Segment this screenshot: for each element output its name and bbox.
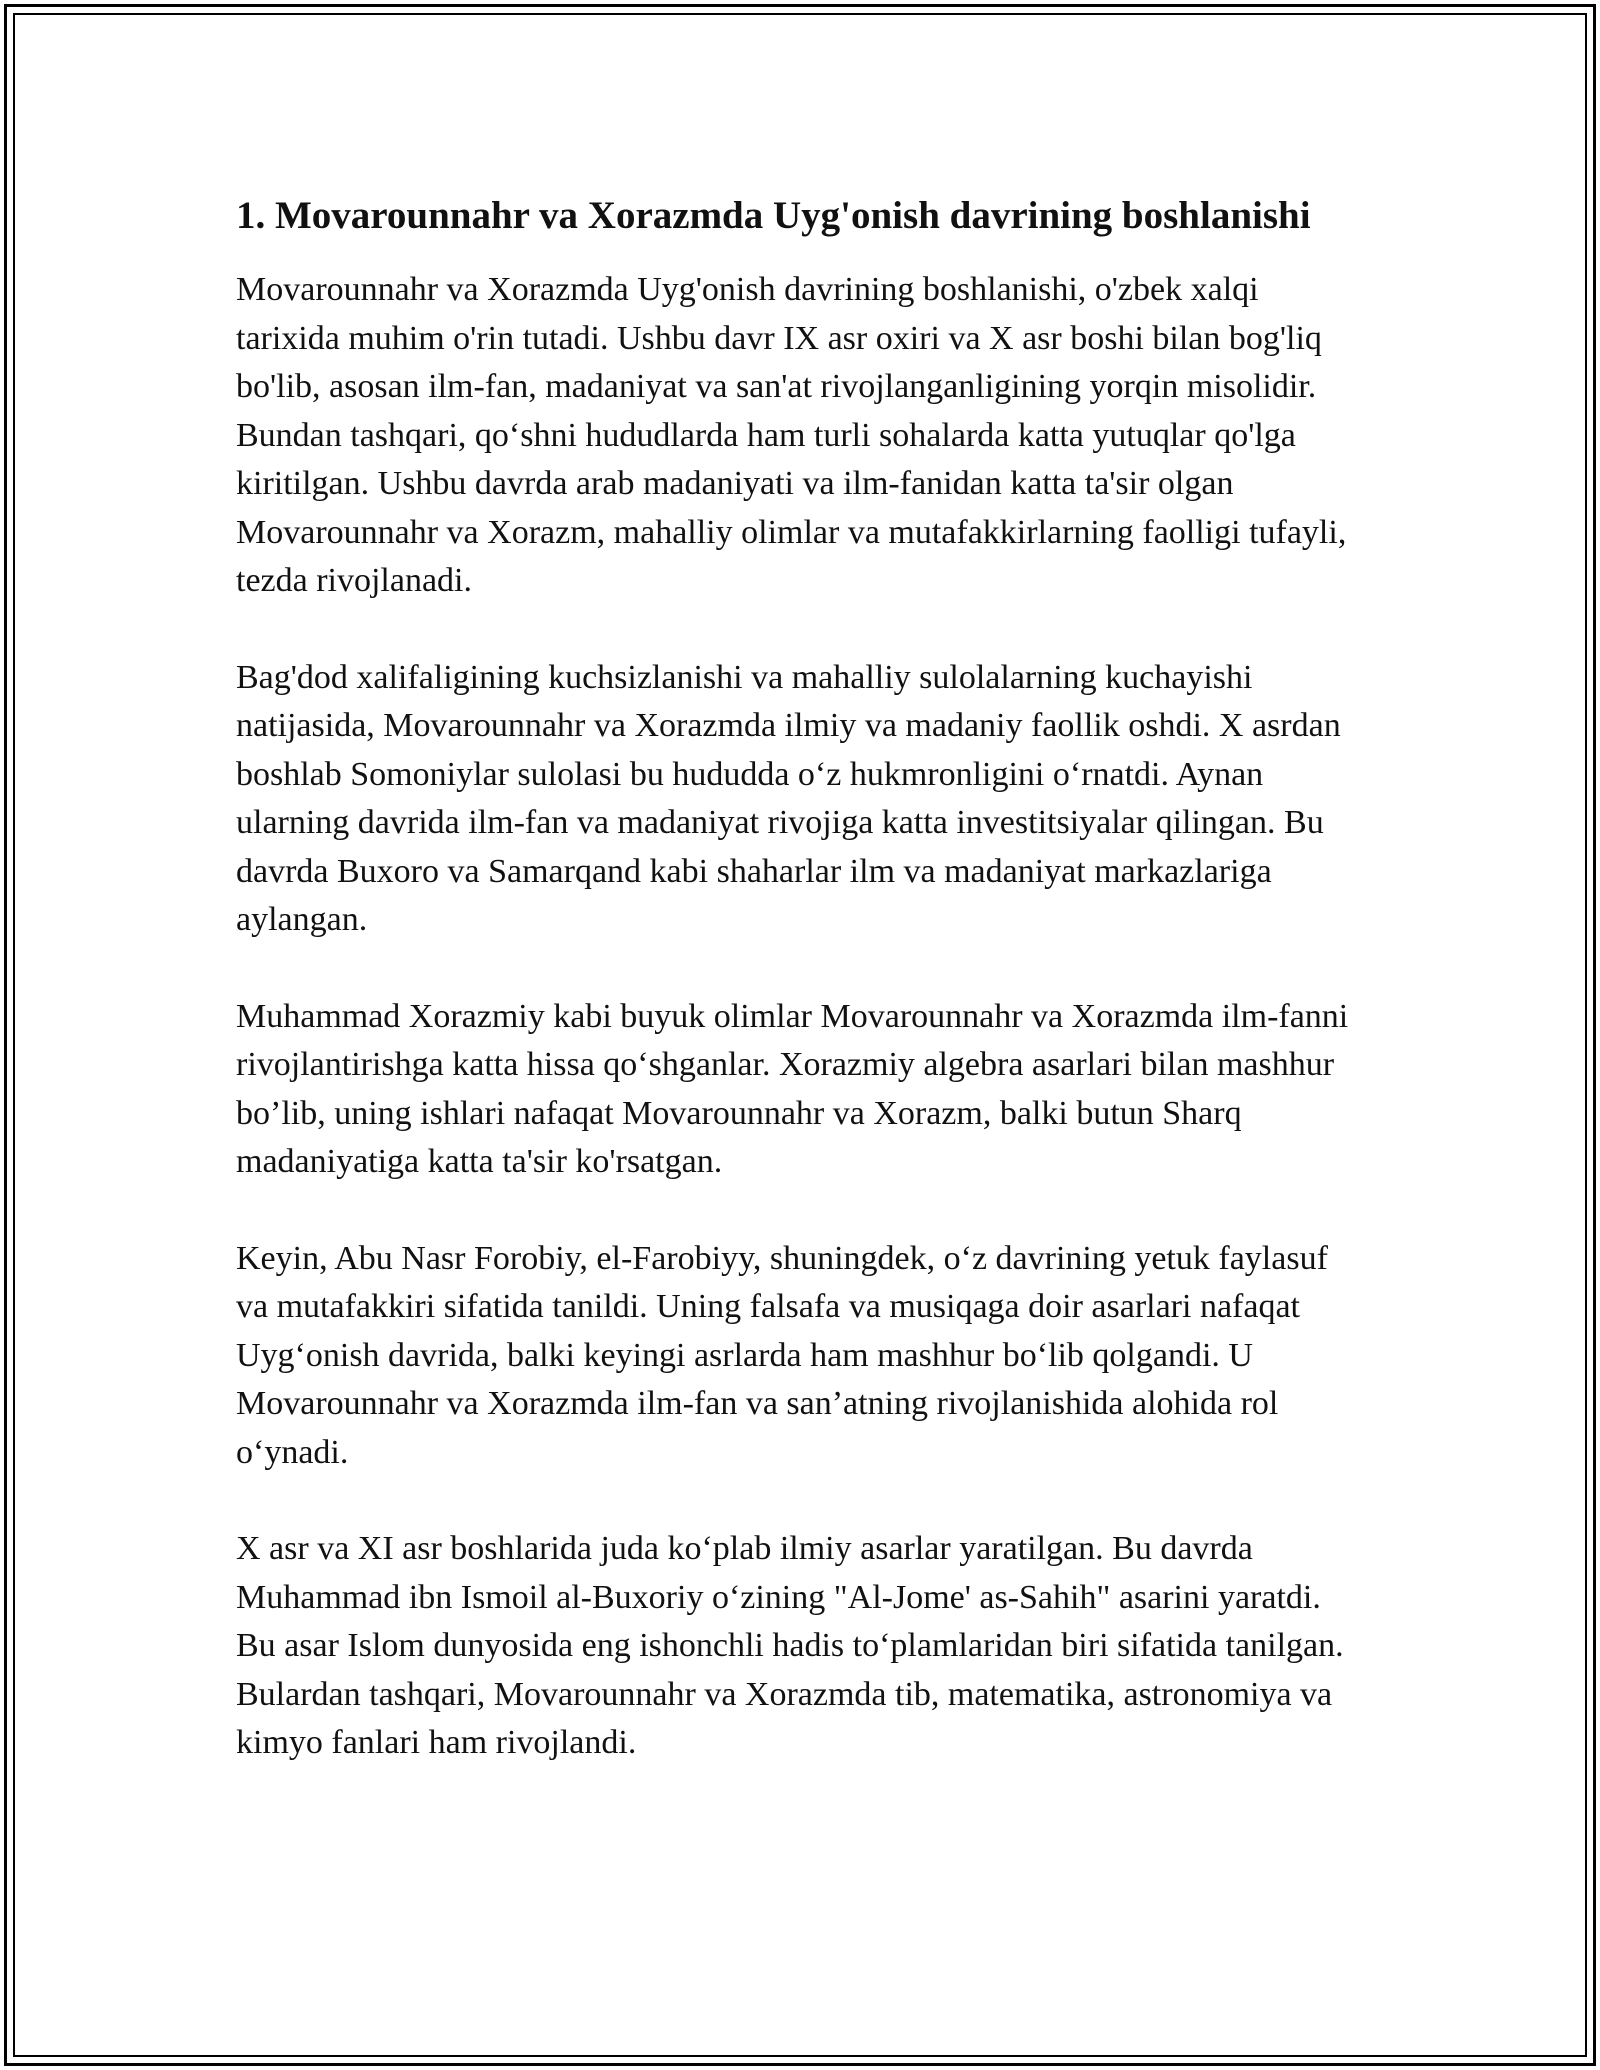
- paragraph-farabi: Keyin, Abu Nasr Forobiy, el-Farobiyy, shuningdek, o‘z davrining yetuk faylasuf va mutafakkiri sifatida tanildi. Uning falsafa va musiqaga doir asarlari nafaqat Uyg‘onish davrida, balki keyingi asrlarda ham mashhur bo‘lib qolgandi. U Movarounnahr va Xorazmda ilm-fan va san’atning rivojlanishida alohida rol o‘ynadi.: [236, 1239, 1328, 1471]
- paragraph-khwarizmi: Muhammad Xorazmiy kabi buyuk olimlar Movarounnahr va Xorazmda ilm-fanni rivojlantirishga katta hissa qo‘shganlar. Xorazmiy algebra asarlari bilan mashhur bo’lib, uning ishlari nafaqat Movarounnahr va Xorazm, balki butun Sharq madaniyatiga katta ta'sir ko'rsatgan.: [236, 997, 1349, 1180]
- paragraph-bukhari: X asr va XI asr boshlarida juda ko‘plab ilmiy asarlar yaratilgan. Bu davrda Muhammad ibn Ismoil al-Buxoriy o‘zining "Al-Jome' as-Sahih" asarini yaratdi. Bu asar Islom dunyosida eng ishonchli hadis to‘plamlaridan biri sifatida tanilgan. Bulardan tashqari, Movarounnahr va Xorazmda tib, matematika, astronomiya va kimyo fanlari ham rivojlandi.: [236, 1530, 1344, 1761]
- paragraph-intro: Movarounnahr va Xorazmda Uyg'onish davrining boshlanishi, o'zbek xalqi tarixida muhim o'rin tutadi. Ushbu davr IX asr oxiri va X asr boshi bilan bog'liq bo'lib, asosan ilm-fan, madaniyat va san'at rivojlanganligining yorqin misolidir. Bundan tashqari, qo‘shni hududlarda ham turli sohalarda katta yutuqlar qo'lga kiritilgan. Ushbu davrda arab madaniyati va ilm-fanidan katta ta'sir olgan Movarounnahr va Xorazm, mahalliy olimlar va mutafakkirlarning faolligi tufayli, tezda rivojlanadi.: [236, 271, 1347, 599]
- section-heading: 1. Movarounnahr va Xorazmda Uyg'onish davrining boshlanishi: [236, 194, 1311, 237]
- paragraph-baghdad-caliphate: Bag'dod xalifaligining kuchsizlanishi va mahalliy sulolalarning kuchayishi natijasida, Movarounnahr va Xorazmda ilmiy va madaniy faollik oshdi. X asrdan boshlab Somoniylar sulolasi bu hududda o‘z hukmronligini o‘rnatdi. Aynan ularning davrida ilm-fan va madaniyat rivojiga katta investitsiyalar qilingan. Bu davrda Buxoro va Samarqand kabi shaharlar ilm va madaniyat markazlariga aylangan.: [236, 658, 1341, 938]
- document-content: [236, 188, 1366, 1816]
